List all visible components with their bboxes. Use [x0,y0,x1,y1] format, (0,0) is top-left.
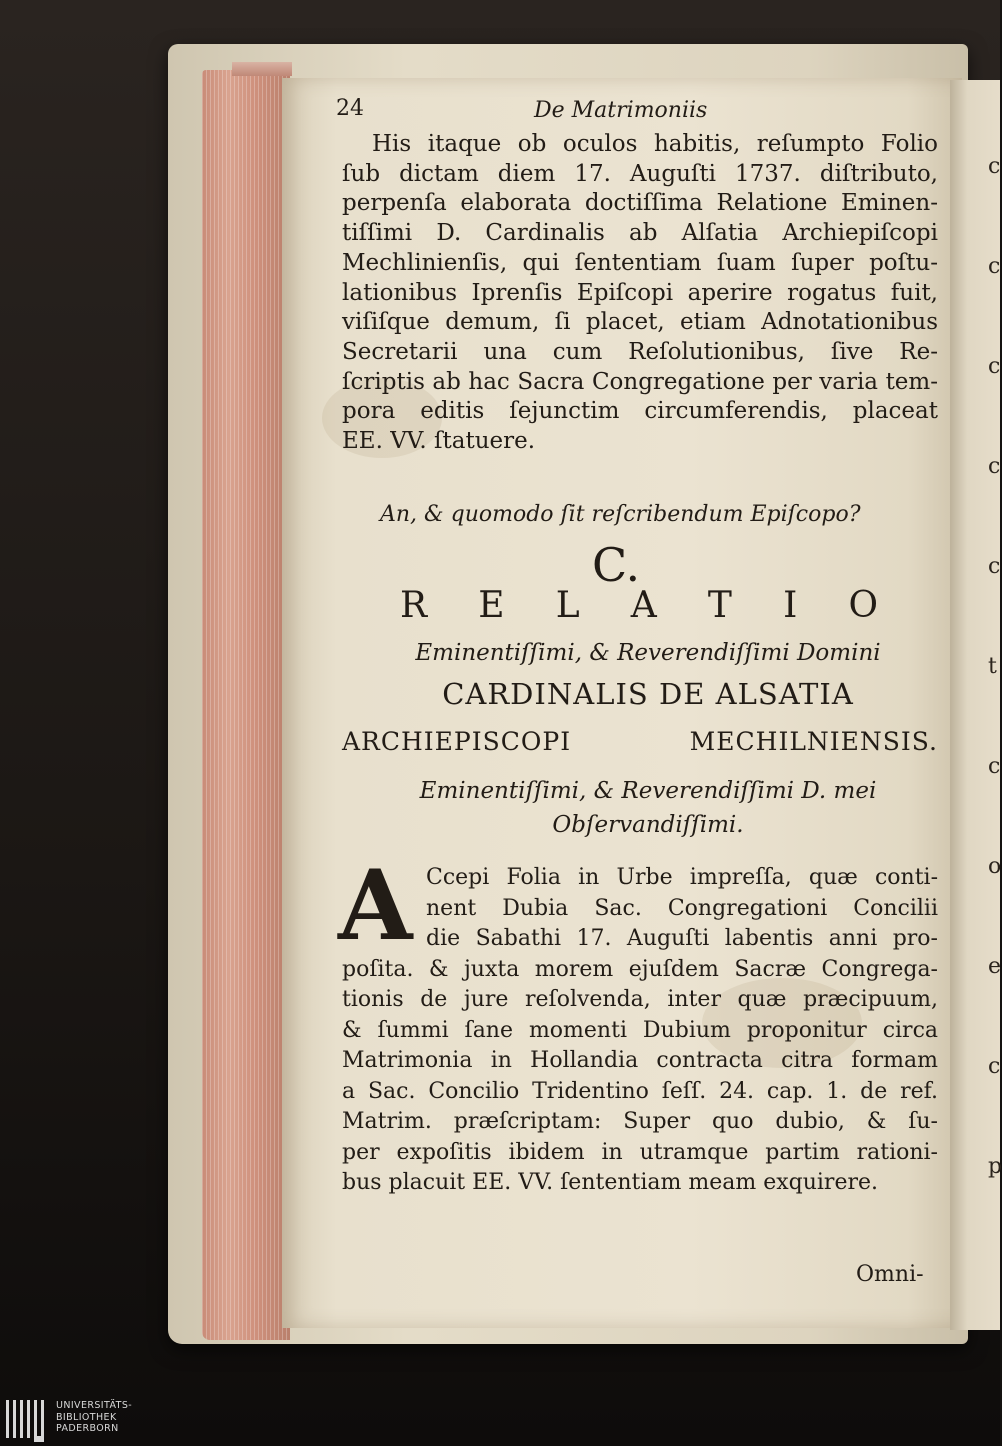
text-line: ſub dictam diem 17. Auguſti 1737. diſtributo, [342,160,938,187]
library-logo [4,1398,164,1442]
text-line: a Sac. Concilio Tridentino ſeſſ. 24. cap. 1. de ref. [342,1078,938,1104]
heading-cardinalis: CARDINALIS DE ALSATIA [442,677,854,711]
question-line: An, & quomodo ſit reſcribendum Epiſcopo? [380,502,861,527]
facing-glyph: c [988,554,1001,579]
paragraph-2 [342,863,938,1199]
text-line: EE. VV. ſtatuere. [342,428,536,455]
text-line: viſiſque demum, ſi placet, etiam Adnotationibus [342,309,938,336]
text-line: Matrimonia in Hollandia contracta citra formam [342,1048,938,1073]
facing-page-glyphs [988,150,1002,1250]
section-letter: C. [592,538,641,592]
text-line: poſita. & juxta morem ejuſdem Sacræ Congrega- [342,956,938,982]
text-line: tionis de jure reſolvenda, inter quæ præcipuum, [342,987,938,1012]
facing-glyph: c [988,154,1001,179]
text-line: per expoſitis ibidem in utramque partim rationi- [342,1139,938,1165]
text-line: Matrim. præſcriptam: Super quo dubio, & ſu- [342,1109,938,1134]
page-edges-top [232,62,292,76]
subheading-eminentissimi: Eminentiſſimi, & Reverendiſſimi Domini [415,640,881,666]
text-line: Secretarii una cum Reſolutionibus, ſive Re- [342,338,938,365]
facing-glyph: p [988,1154,1002,1179]
drop-cap: A [338,849,413,962]
text-line: die Sabathi 17. Auguſti labentis anni pro- [426,926,938,951]
relatio-letter: A [630,585,657,626]
text-line: ſcriptis ab hac Sacra Congregatione per varia tem- [342,368,938,395]
relatio-heading [400,585,878,627]
heading-archiepiscopi: ARCHIEPISCOPI MECHILNIENSIS. [342,727,938,756]
facing-glyph: t [988,654,997,679]
facing-glyph: c [988,454,1001,479]
page-number: 24 [336,96,364,121]
facing-glyph: c [988,354,1001,379]
facing-glyph: e [988,954,1002,979]
text-line: bus placuit EE. VV. ſententiam meam exquirere. [342,1170,878,1195]
text-line: pora editis ſejunctim circumferendis, placeat [342,398,938,425]
page-edges [202,70,290,1340]
paragraph-1 [342,130,938,457]
text-line: His itaque ob oculos habitis, reſumpto Folio [372,131,938,157]
facing-glyph: c [988,254,1001,279]
text-line: perpenſa elaborata doctiſſima Relatione Eminen- [342,190,938,217]
logo-line: BIBLIOTHEK [56,1411,117,1423]
catchword: Omni- [856,1262,924,1287]
salutation-eminentissimi: Eminentiſſimi, & Reverendiſſimi D. mei [419,778,877,804]
running-title: De Matrimoniis [534,98,708,123]
relatio-letter: T [707,585,732,626]
facing-glyph: c [988,1054,1001,1079]
salutation-observandissimi: Obſervandiſſimi. [552,812,744,838]
text-line: Mechlinienſis, qui ſententiam ſuam ſuper poſtu- [342,249,938,276]
relatio-letter: L [555,585,580,626]
facing-glyph: c [988,754,1001,779]
relatio-letter: R [400,585,428,626]
text-line: tiſſimi D. Cardinalis ab Alſatia Archiepiſcopi [342,220,938,247]
library-logo-icon [4,1398,46,1442]
library-name [56,1400,166,1435]
logo-line: UNIVERSITÄTS- [56,1400,133,1411]
text-line: & ſummi ſane momenti Dubium proponitur circa [342,1017,938,1043]
running-head [336,96,936,130]
facing-glyph: o [988,854,1002,879]
relatio-letter: O [848,585,878,626]
logo-line: PADERBORN [56,1423,119,1434]
text-line: nent Dubia Sac. Congregationi Concilii [426,895,938,921]
relatio-letter: E [478,585,505,626]
text-line: lationibus Iprenſis Epiſcopi aperire rogatus fuit, [342,279,938,306]
text-line: Ccepi Folia in Urbe impreſſa, quæ conti- [426,865,938,890]
relatio-letter: I [783,585,798,626]
